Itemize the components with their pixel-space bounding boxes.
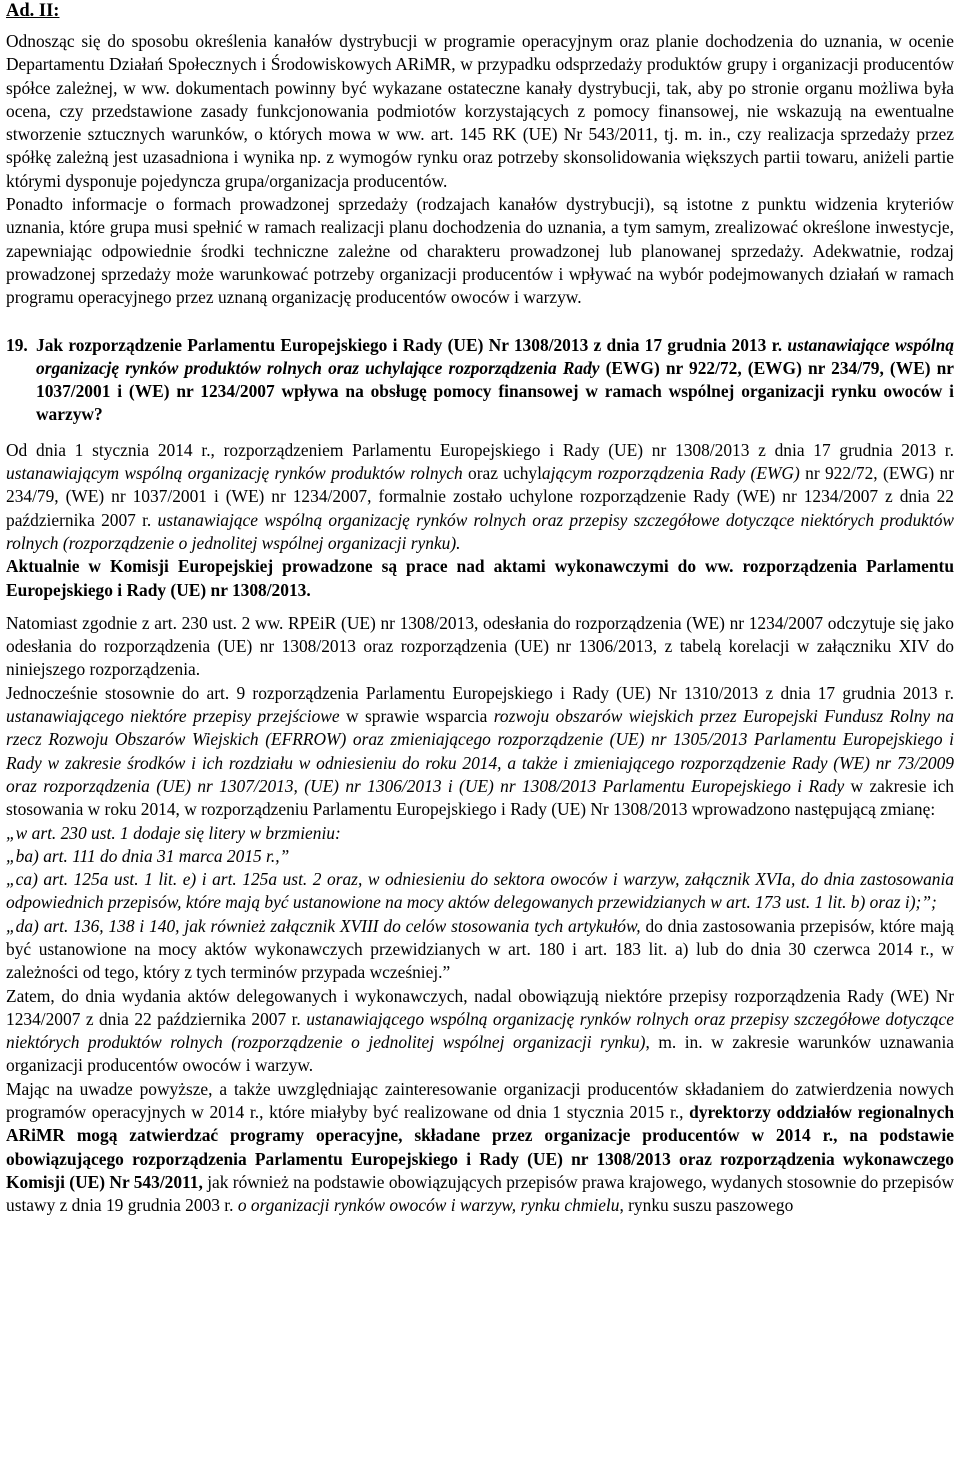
text-run-bold: dyrektorzy oddziałów regionalnych ARiMR mogą zatwierdzać programy operacyjne, składane przez organizacje producentów w 2014 r., na podstawie obowiązującego rozporządzenia Parlamentu Europejskiego i Rady (UE) nr 1308/2013 oraz rozporządzenia wykonawczego Komisji (UE) Nr 543/2011, [6, 1102, 954, 1192]
text-run: Od dnia 1 stycznia 2014 r., rozporządzeniem Parlamentu Europejskiego i Rady (UE) nr 1308/2013 z dnia 17 grudnia 2013 r. [6, 439, 954, 460]
quote-line-da [6, 915, 954, 985]
text-run: oraz uchyl [462, 463, 542, 484]
text-run-italic: ustanawiające wspólną organizację rynków rolnych oraz przepisy szczegółowe dotyczące niektórych produktów rolnych (rozporządzenie o jednolitej wspólnej organizacji rynku). [6, 509, 954, 553]
text-run: Jednocześnie stosownie do art. 9 rozporządzenia Parlamentu Europejskiego i Rady (UE) Nr 1310/2013 z dnia 17 grudnia 2013 r. [6, 682, 954, 703]
quote-line-ca [6, 868, 954, 915]
text-run-italic: ustanawiającego wspólną organizację rynków rolnych oraz przepisy szczegółowe dotyczące niektórych produktów rolnych (rozporządzenie o jednolitej wspólnej organizacji rynku) [6, 1008, 954, 1053]
paragraph-sales-forms: Ponadto informacje o formach prowadzonej sprzedaży (rodzajach kanałów dystrybucji), są istotne z punktu widzenia kryteriów uznania, które grupa musi spełnić w ramach realizacji planu dochodzenia do uznania, a tym samym, zrealizować określone inwestycje, zapewniając odpowiednie środki techniczne zależne od charakteru prowadzonej lub planowanej sprzedaży. Adekwatnie, rodzaj prowadzonej sprzedaży może warunkować potrzeby organizacji producentów i wpływać na wybór podejmowanych działań w ramach programu operacyjnego przez uznaną organizację producentów owoców i warzyw. [6, 194, 954, 308]
text-run: jak również na podstawie obowiązujących przepisów prawa krajowego, wydanych stosownie do przepisów ustawy z dnia 19 grudnia 2003 r. [6, 1171, 955, 1216]
text-run-italic: „ca) art. 125a ust. 1 lit. e) i art. 125a ust. 2 oraz, w odniesieniu do sektora owoców i warzyw, załącznik XVIa, [6, 869, 801, 890]
paragraph-article-9 [6, 682, 954, 822]
text-run-italic: rozwoju obszarów wiejskich przez Europejski Fundusz Rolny na rzecz Rozwoju Obszarów Wiejskich (EFRROW) oraz zmieniającego rozporządzenie (UE) nr 1305/2013 Parlamentu Europejskiego i Rady w zakresie środków i ich rozdziału w odniesieniu do roku 2014, a także i zmieniającego rozporządzenie Rady (WE) nr 73/2009 oraz rozporządzenia (UE) nr 1307/2013, (UE) nr 1306/2013 i (UE) nr 1308/2013 Parlamentu Europejskiego i Rady [6, 706, 954, 796]
text-run: Zatem, do dnia wydania aktów delegowanych i wykonawczych, nadal obowiązują niektóre przepisy rozporządzenia Rady (WE) Nr 1234/2007 z dnia 22 października 2007 r. [6, 985, 954, 1029]
text-run-italic: „da) art. 136, 138 i 140, jak również załącznik XVIII do celów stosowania tych artykułów, [6, 915, 641, 936]
paragraph-transitional [6, 985, 954, 1078]
text-run-italic: ustanawiającym wspólną organizację rynków produktów rolnych [6, 463, 463, 484]
question-number: 19. [6, 334, 28, 355]
quote-line-intro: „w art. 230 ust. 1 dodaje się litery w brzmieniu: [6, 822, 341, 843]
paragraph-article-230: Natomiast zgodnie z art. 230 ust. 2 ww. RPEiR (UE) nr 1308/2013, odesłania do rozporządzenia (WE) nr 1234/2007 odczytuje się jako odesłania do rozporządzenia (UE) nr 1308/2013 oraz rozporządzenia (UE) nr 1306/2013, z tabelą korelacji w załączniku XIV do niniejszego rozporządzenia. [6, 612, 954, 680]
answer-paragraph-commission-work: Aktualnie w Komisji Europejskiej prowadzone są prace nad aktami wykonawczymi do ww. rozporządzenia Parlamentu Europejskiego i Rady (UE) nr 1308/2013. [6, 556, 954, 600]
question-heading [6, 334, 954, 427]
text-run: do dnia zastosowania przepisów, które mają być ustanowione na mocy aktów wykonawczych przewidzianych w art. 180 i art. 183 lit. a) lub do dnia 30 czerwca 2014 r., w zależności od tego, który z tych terminów przypada wcześniej.” [6, 915, 955, 983]
question-text-italic: ustanawiające wspólną organizację rynków produktów rolnych oraz uchylające rozporządzenia Rady [36, 334, 954, 378]
text-run: nr 922/72, (EWG) nr 234/79, (WE) nr 1037/2001 i (WE) nr 1234/2007, formalnie zostało uchylone rozporządzenie Rady (WE) nr 1234/2007 z dnia 22 października 2007 r. [6, 463, 955, 530]
paragraph-distribution-channels: Odnosząc się do sposobu określenia kanałów dystrybucji w programie operacyjnym oraz planie dochodzenia do uznania, w ocenie Departamentu Działań Społecznych i Środowiskowych ARiMR, w przypadku odsprzedaży produktów grupy i organizacji producentów spółce zależnej, w ww. dokumentach powinny być wykazane ostateczne kanały dystrybucji, tak, aby po stronie organu możliwa była ocena, czy przedstawione zasady funkcjonowania podmiotów korzystających z pomocy finansowej, nie wskazują na ewentualne stworzenie sztucznych warunków, o których mowa w ww. art. 145 RK (UE) Nr 543/2011, tj. m. in., czy realizacja sprzedaży przez spółkę zależną jest uzasadniona i wynika np. z wymogów rynku oraz potrzeby skonsolidowania większych partii towaru, aniżeli partie którymi dysponuje pojedyncza grupa/organizacja producentów. [6, 31, 954, 191]
question-text-part: Jak rozporządzenie Parlamentu Europejskiego i Rady (UE) Nr 1308/2013 z dnia 17 grudnia 2013 r. [36, 334, 788, 355]
text-run: w zakresie ich stosowania w roku 2014, w rozporządzeniu Parlamentu Europejskiego i Rady (UE) Nr 1308/2013 wprowadzono następującą zmianę: [6, 775, 954, 820]
text-run: , rynku suszu paszowego [619, 1195, 794, 1216]
text-run-italic: ustanawiającego niektóre przepisy przejściowe [6, 706, 340, 727]
section-heading: Ad. II: [6, 1, 60, 21]
question-text-part: (EWG) nr 922/72, (EWG) nr 234/79, (WE) nr 1037/2001 i (WE) nr 1234/2007 wpływa na obsługę pomocy finansowej w ramach wspólnej organizacji rynku owoców i warzyw? [36, 357, 954, 425]
text-run: , m. in. w zakresie warunków uznawania organizacji producentów owoców i warzyw. [6, 1032, 954, 1076]
text-run: Mając na uwadze powyższe, a także uwzględniając zainteresowanie organizacji producentów składaniem do zatwierdzenia nowych programów operacyjnych w 2014 r., które miałyby być realizowane od dnia 1 stycznia 2015 r., [6, 1078, 954, 1123]
question-text [36, 334, 954, 427]
text-run: w sprawie wsparcia [339, 706, 494, 727]
text-run-italic: o organizacji rynków owoców i warzyw, rynku chmielu [237, 1195, 620, 1216]
text-run-italic: do dnia zastosowania odpowiednich przepisów, które mają być ustanowione na mocy aktów delegowanych przewidzianych w art. 173 ust. 1 lit. b) oraz i);”; [6, 869, 954, 913]
spacer [6, 602, 954, 612]
answer-paragraph-repeal [6, 439, 954, 555]
quote-line-ba: „ba) art. 111 do dnia 31 marca 2015 r.,” [6, 845, 290, 866]
paragraph-conclusion [6, 1078, 954, 1218]
text-run-italic: ającym rozporządzenia Rady (EWG) [541, 463, 800, 484]
